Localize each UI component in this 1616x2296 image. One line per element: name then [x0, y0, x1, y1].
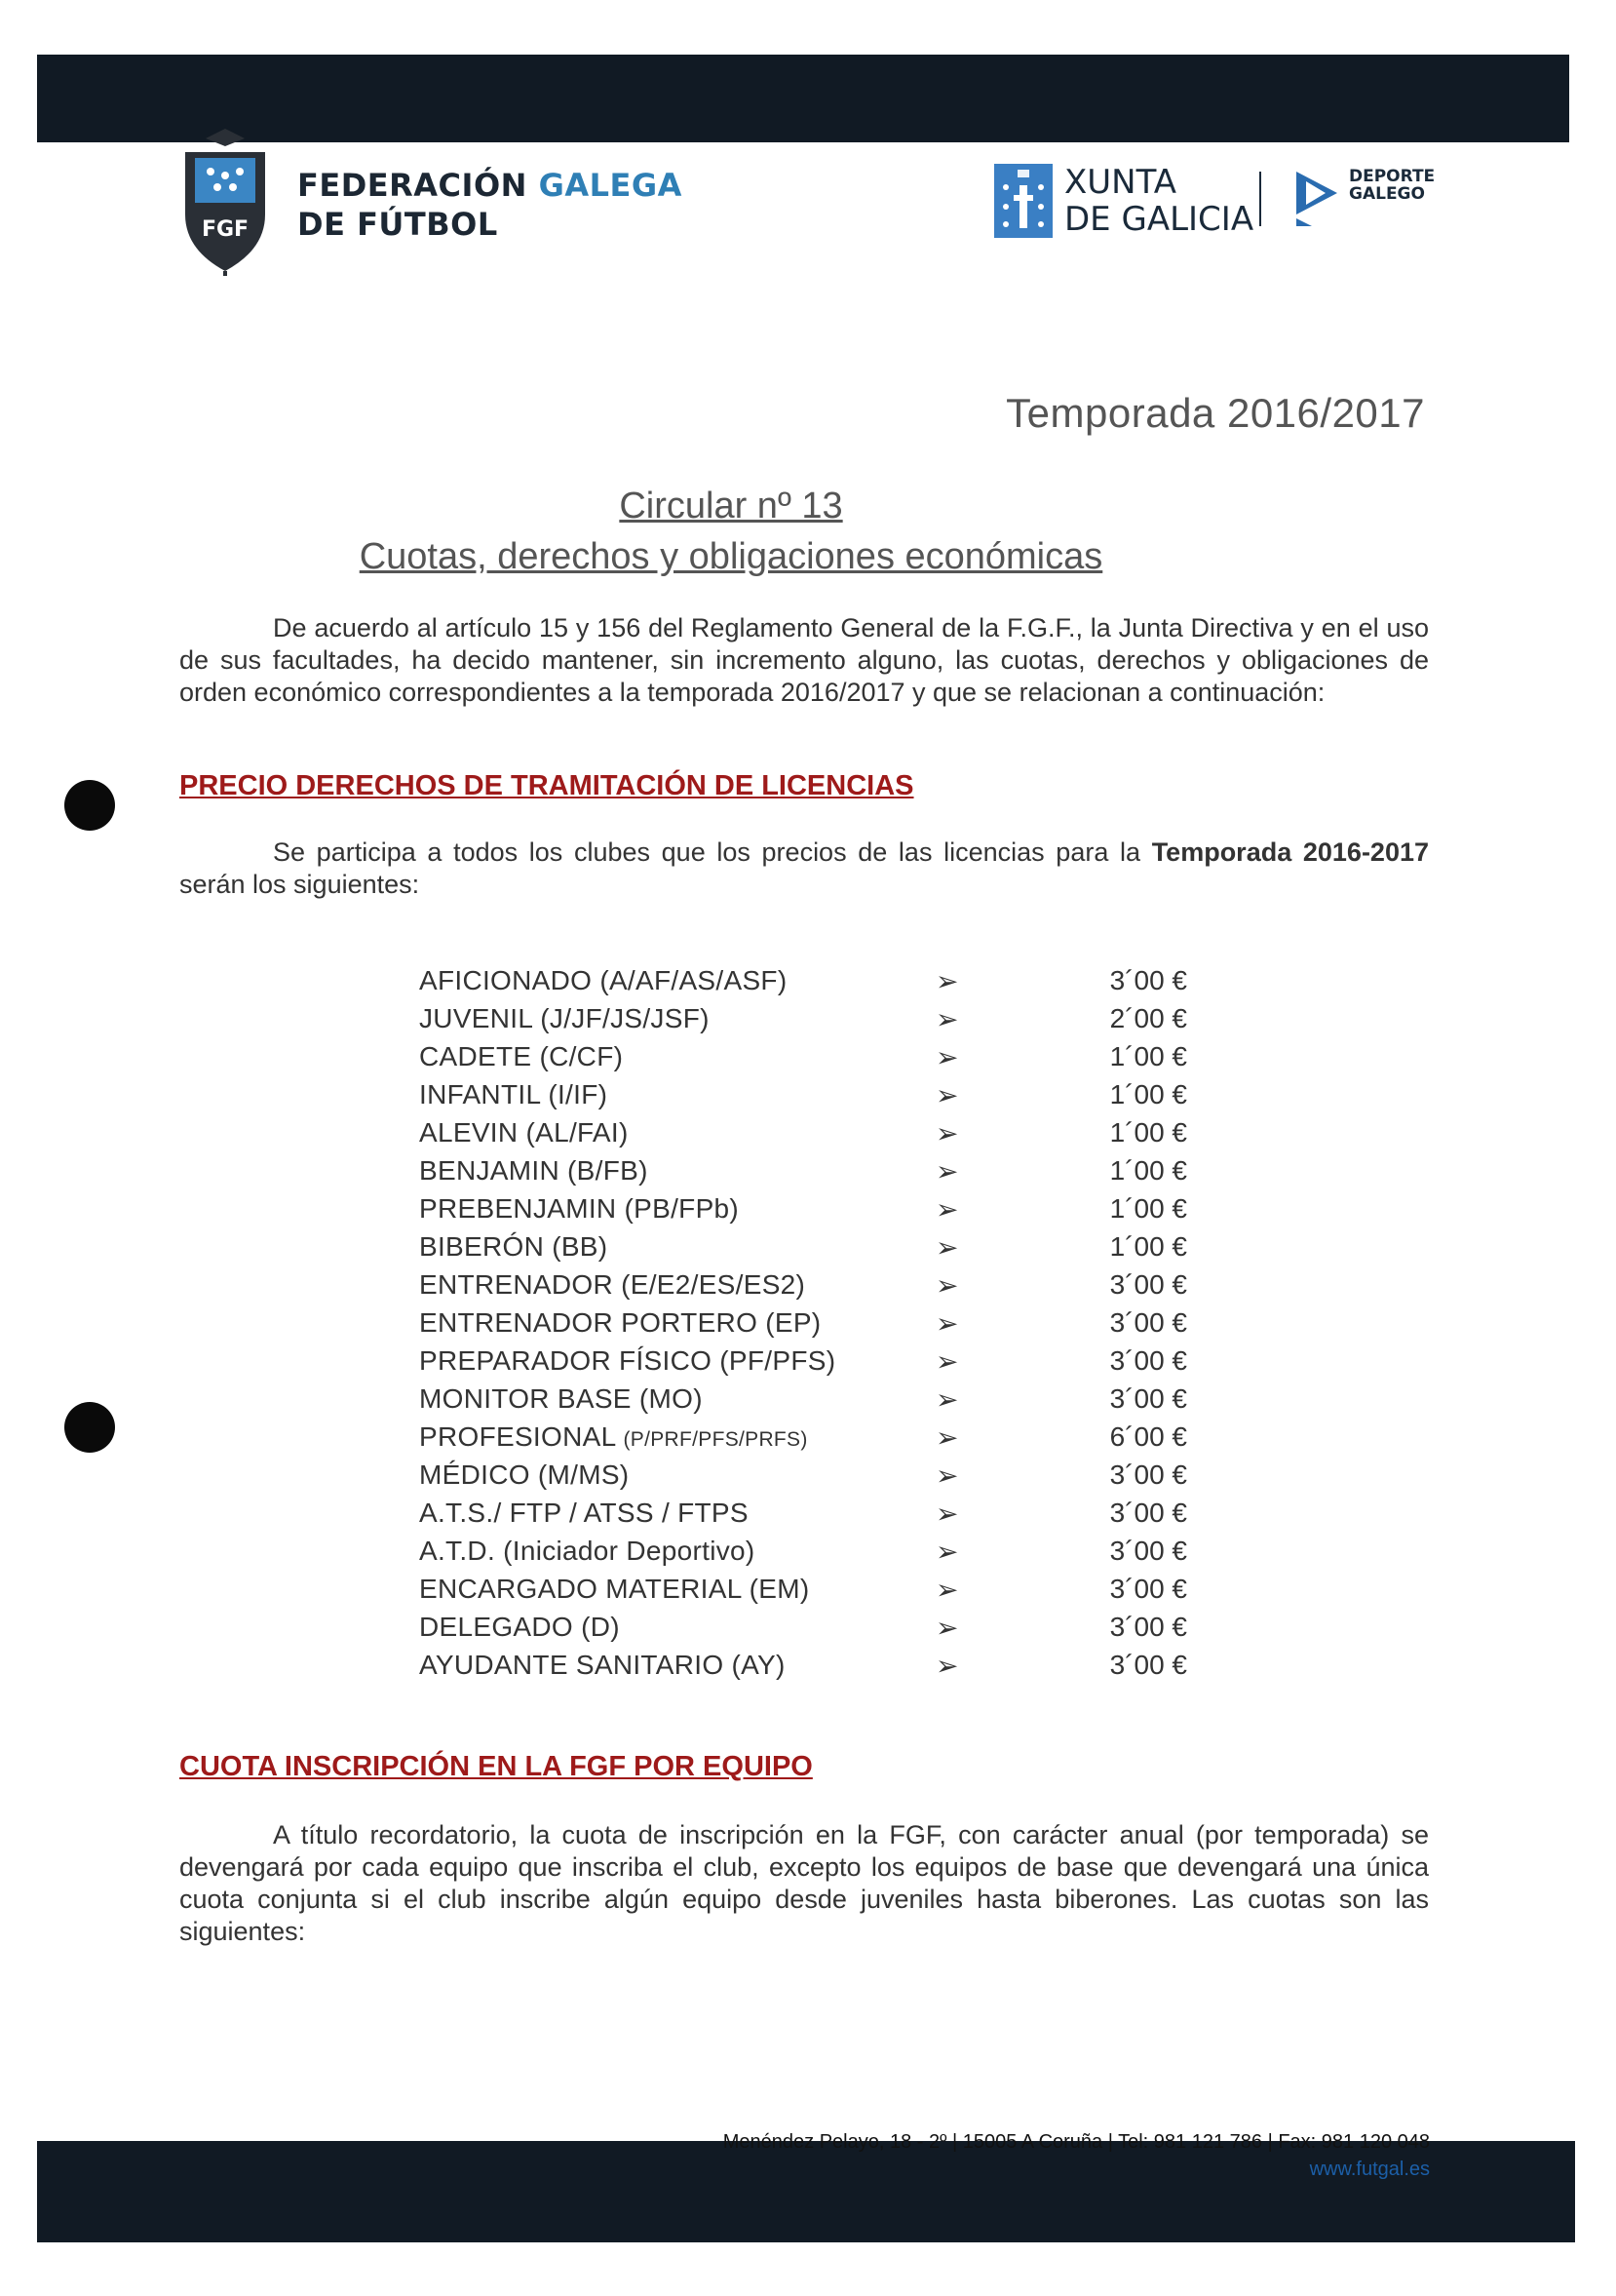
license-price: 3´00 € [1109, 1612, 1187, 1642]
license-price: 1´00 € [1109, 1193, 1187, 1224]
license-label: BENJAMIN (B/FB) [419, 1155, 648, 1186]
circular-subtitle: Cuotas, derechos y obligaciones económicas [359, 536, 1103, 577]
xunta-de-galicia [1064, 164, 1253, 238]
price-row [419, 1001, 1199, 1039]
license-price: 3´00 € [1109, 1459, 1187, 1490]
arrow-bullet-icon: ➢ [936, 1194, 959, 1225]
license-label-codes: (P/PRF/PFS/PRFS) [623, 1428, 808, 1451]
license-label: CADETE (C/CF) [419, 1041, 624, 1071]
license-price: 1´00 € [1109, 1231, 1187, 1262]
price-row [419, 1458, 1199, 1496]
license-label: PREBENJAMIN (PB/FPb) [419, 1193, 740, 1224]
arrow-bullet-icon: ➢ [936, 1346, 959, 1377]
arrow-bullet-icon: ➢ [936, 1613, 959, 1643]
punch-hole-top [64, 780, 115, 831]
license-label: DELEGADO (D) [419, 1612, 620, 1642]
license-price-list [419, 963, 1199, 1686]
license-label: ALEVIN (AL/FAI) [419, 1117, 629, 1148]
arrow-bullet-icon: ➢ [936, 1384, 959, 1415]
arrow-bullet-icon: ➢ [936, 1080, 959, 1110]
deporte-line2: GALEGO [1349, 184, 1425, 204]
arrow-bullet-icon: ➢ [936, 1156, 959, 1187]
deporte-line1: DEPORTE [1349, 167, 1436, 186]
punch-hole-bottom [64, 1402, 115, 1453]
arrow-bullet-icon: ➢ [936, 1004, 959, 1034]
arrow-bullet-icon: ➢ [936, 966, 959, 996]
arrow-bullet-icon: ➢ [936, 1270, 959, 1301]
price-row [419, 1572, 1199, 1610]
license-label: BIBERÓN (BB) [419, 1231, 608, 1262]
arrow-bullet-icon: ➢ [936, 1537, 959, 1567]
price-row [419, 1191, 1199, 1229]
arrow-bullet-icon: ➢ [936, 1498, 959, 1529]
license-price: 3´00 € [1109, 965, 1187, 995]
price-row [419, 1610, 1199, 1648]
cuota-paragraph: A título recordatorio, la cuota de inscripción en la FGF, con carácter anual (por temporada) se devengará por cada equipo que inscriba el club, excepto los equipos de base que devengará una única cuota conjunta si el club inscribe algún equipo desde juveniles hasta biberones. Las cuotas son las siguientes: [179, 1820, 1429, 1946]
license-label: JUVENIL (J/JF/JS/JSF) [419, 1003, 710, 1033]
license-label: AYUDANTE SANITARIO (AY) [419, 1650, 786, 1680]
licencias-heading: PRECIO DERECHOS DE TRAMITACIÓN DE LICENCIAS [179, 770, 914, 801]
license-label: ENTRENADOR (E/E2/ES/ES2) [419, 1269, 806, 1300]
footer-website: www.futgal.es [1309, 2159, 1430, 2180]
season-title: Temporada 2016/2017 [1006, 390, 1425, 436]
arrow-bullet-icon: ➢ [936, 1460, 959, 1491]
license-price: 3´00 € [1109, 1498, 1187, 1528]
license-price: 1´00 € [1109, 1155, 1187, 1186]
license-label: INFANTIL (I/IF) [419, 1079, 608, 1109]
license-label: AFICIONADO (A/AF/AS/ASF) [419, 965, 788, 995]
price-row [419, 1648, 1199, 1686]
license-label: ENCARGADO MATERIAL (EM) [419, 1574, 810, 1604]
price-row [419, 1496, 1199, 1534]
price-row [419, 1381, 1199, 1420]
license-label: PREPARADOR FÍSICO (PF/PFS) [419, 1345, 836, 1376]
arrow-bullet-icon: ➢ [936, 1118, 959, 1148]
price-row [419, 1420, 1199, 1458]
license-price: 3´00 € [1109, 1345, 1187, 1376]
footer-band [37, 2141, 1575, 2242]
license-price: 2´00 € [1109, 1003, 1187, 1033]
cuota-heading: CUOTA INSCRIPCIÓN EN LA FGF POR EQUIPO [179, 1751, 813, 1782]
licencias-intro-season: Temporada 2016-2017 [1151, 837, 1429, 867]
fgf-name-galega: GALEGA [538, 167, 682, 204]
price-row [419, 1534, 1199, 1572]
arrow-bullet-icon: ➢ [936, 1651, 959, 1681]
license-price: 1´00 € [1109, 1117, 1187, 1148]
licencias-intro-paragraph [179, 837, 1429, 901]
fgf-name-federacion: FEDERACIÓN [297, 167, 527, 204]
price-row [419, 1305, 1199, 1343]
license-label-main: PROFESIONAL [419, 1421, 616, 1452]
price-row [419, 963, 1199, 1001]
xunta-line1: XUNTA [1064, 163, 1176, 202]
fgf-badge-text: FGF [201, 217, 250, 242]
arrow-bullet-icon: ➢ [936, 1575, 959, 1605]
license-price: 3´00 € [1109, 1650, 1187, 1680]
license-label: ENTRENADOR PORTERO (EP) [419, 1307, 822, 1338]
license-price: 6´00 € [1109, 1421, 1187, 1452]
license-price: 1´00 € [1109, 1079, 1187, 1109]
price-row [419, 1343, 1199, 1381]
price-row [419, 1077, 1199, 1115]
xunta-line2: DE GALICIA [1064, 200, 1254, 239]
footer-address: Menéndez Pelayo, 18 - 2º | 15005 A Coruña | Tel: 981 121 786 | Fax: 981 120 048 [722, 2131, 1430, 2153]
logo-divider [1259, 172, 1261, 226]
licencias-intro-pre: Se participa a todos los clubes que los precios de las licencias para la [273, 837, 1152, 867]
circular-title: Circular nº 13 [619, 486, 843, 526]
deporte-galego-logo [1292, 168, 1341, 226]
price-row [419, 1229, 1199, 1267]
licencias-intro-post: serán los siguientes: [179, 870, 420, 899]
license-label: A.T.D. (Iniciador Deportivo) [419, 1536, 755, 1566]
arrow-bullet-icon: ➢ [936, 1422, 959, 1453]
price-row [419, 1153, 1199, 1191]
price-row [419, 1267, 1199, 1305]
license-label: A.T.S./ FTP / ATSS / FTPS [419, 1498, 749, 1528]
arrow-bullet-icon: ➢ [936, 1308, 959, 1339]
arrow-bullet-icon: ➢ [936, 1232, 959, 1263]
xunta-emblem-logo [994, 164, 1053, 238]
license-label: MÉDICO (M/MS) [419, 1459, 630, 1490]
price-row [419, 1115, 1199, 1153]
license-label [419, 1421, 808, 1453]
license-label: MONITOR BASE (MO) [419, 1383, 703, 1414]
license-price: 3´00 € [1109, 1536, 1187, 1566]
license-price: 3´00 € [1109, 1269, 1187, 1300]
fgf-name [297, 166, 682, 244]
license-price: 3´00 € [1109, 1383, 1187, 1414]
fgf-shield-logo [172, 125, 279, 276]
fgf-name-futbol: DE FÚTBOL [297, 206, 498, 243]
price-row [419, 1039, 1199, 1077]
arrow-bullet-icon: ➢ [936, 1042, 959, 1072]
license-price: 1´00 € [1109, 1041, 1187, 1071]
deporte-galego [1349, 168, 1435, 203]
intro-paragraph: De acuerdo al artículo 15 y 156 del Reglamento General de la F.G.F., la Junta Directiva y en el uso de sus facultades, ha decido mantener, sin incremento alguno, las cuotas, derechos y obligaciones de orden económico correspondientes a la temporada 2016/2017 y que se relacionan a continuación: [179, 613, 1429, 707]
license-price: 3´00 € [1109, 1574, 1187, 1604]
license-price: 3´00 € [1109, 1307, 1187, 1338]
